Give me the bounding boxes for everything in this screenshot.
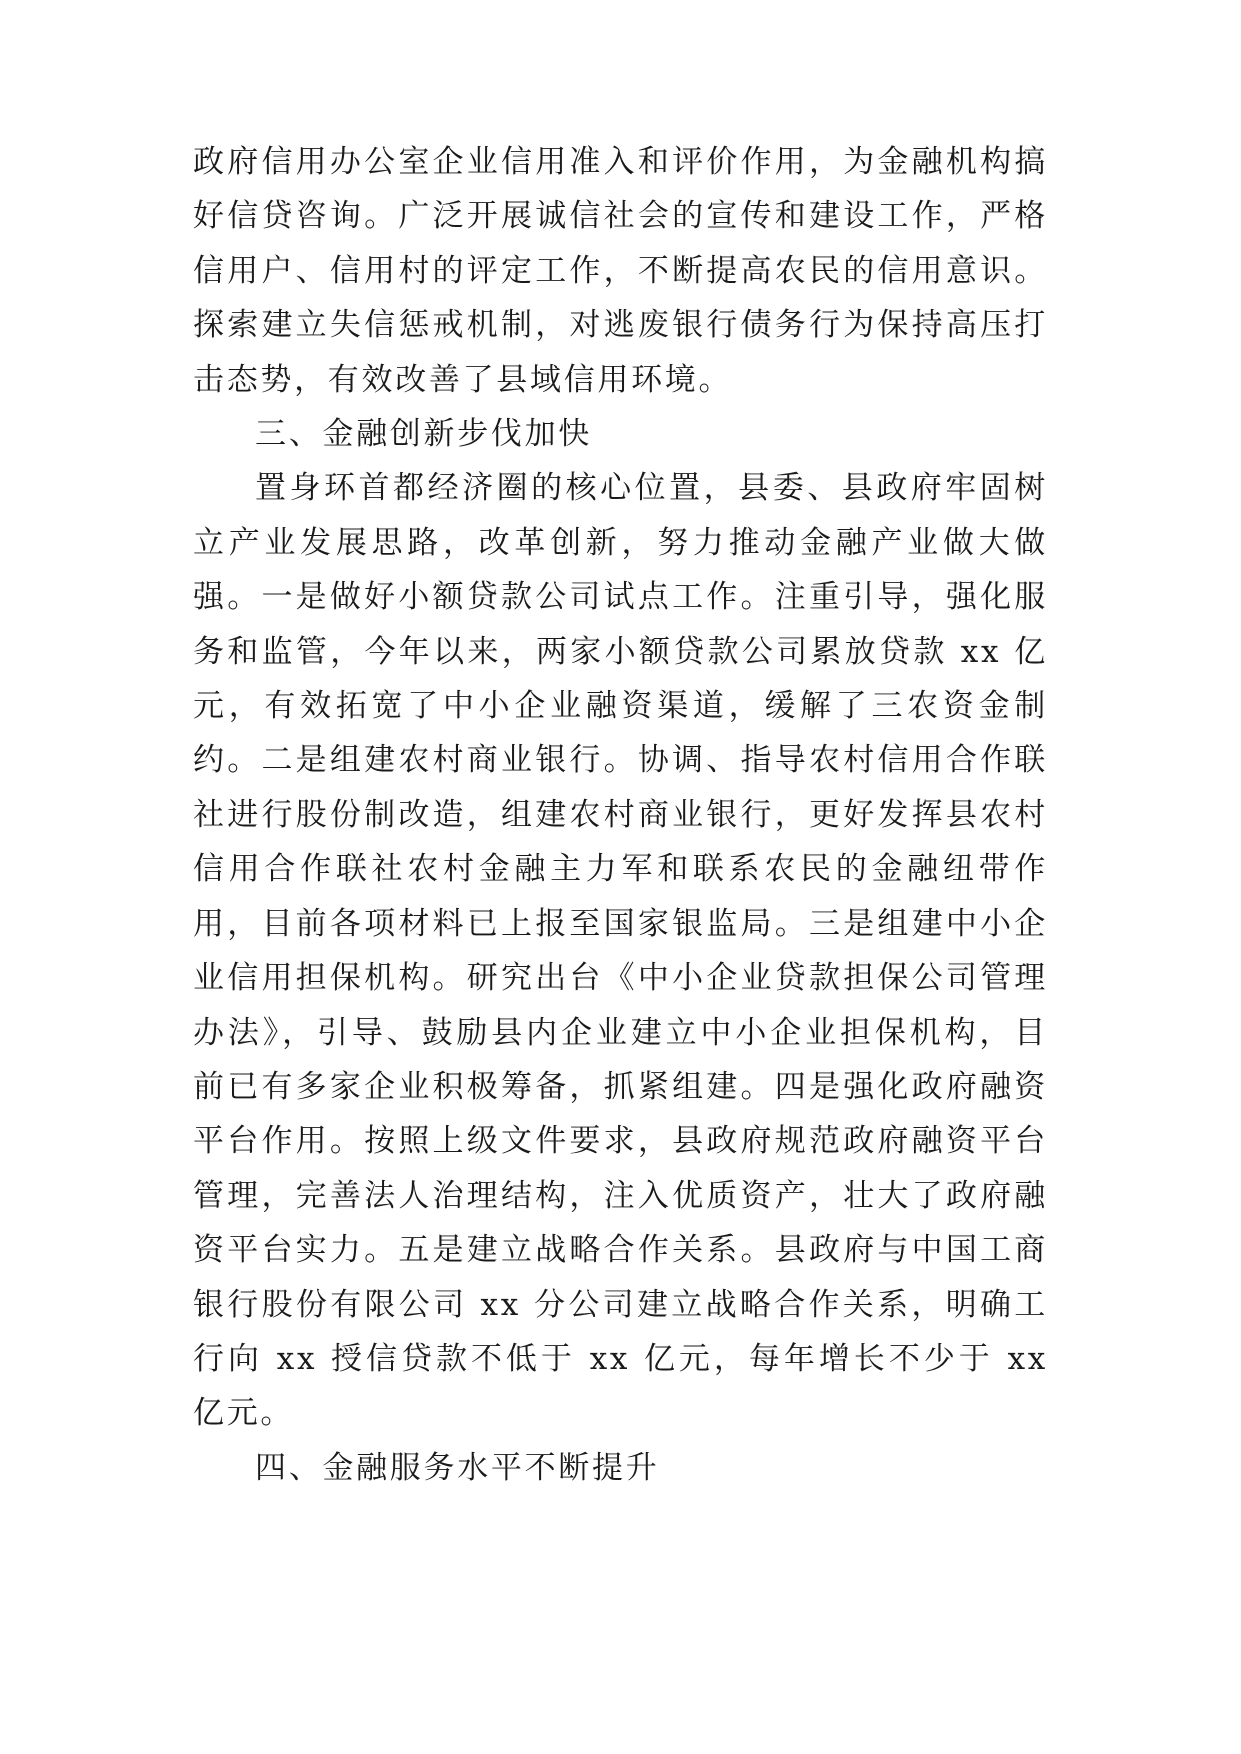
section-heading-financial-innovation: 三、金融创新步伐加快 [255, 416, 592, 453]
paragraph-credit-environment: 政府信用办公室企业信用准入和评价作用，为金融机构搞好信贷咨询。广泛开展诚信社会的宣传和建设工作，严格信用户、信用村的评定工作，不断提高农民的信用意识。探索建立失信惩戒机制，对逃废银行债务行为保持高压打击态势，有效改善了县域信用环境。 [193, 144, 1048, 398]
paragraph-financial-innovation: 置身环首都经济圈的核心位置，县委、县政府牢固树立产业发展思路，改革创新，努力推动金融产业做大做强。一是做好小额贷款公司试点工作。注重引导，强化服务和监管，今年以来，两家小额贷款公司累放贷款 xx 亿元，有效拓宽了中小企业融资渠道，缓解了三农资金制约。二是组建农村商业银行。协调、指导农村信用合作联社进行股份制改造，组建农村商业银行，更好发挥县农村信用合作联社农村金融主力军和联系农民的金融纽带作用，目前各项材料已上报至国家银监局。三是组建中小企业信用担保机构。研究出台《中小企业贷款担保公司管理办法》，引导、鼓励县内企业建立中小企业担保机构，目前已有多家企业积极筹备，抓紧组建。四是强化政府融资平台作用。按照上级文件要求，县政府规范政府融资平台管理，完善法人治理结构，注入优质资产，壮大了政府融资平台实力。五是建立战略合作关系。县政府与中国工商银行股份有限公司 xx 分公司建立战略合作关系，明确工行向 xx 授信贷款不低于 xx 亿元，每年增长不少于 xx 亿元。 [193, 470, 1048, 1432]
document-body [193, 135, 1048, 1495]
section-heading-financial-service: 四、金融服务水平不断提升 [255, 1449, 660, 1486]
